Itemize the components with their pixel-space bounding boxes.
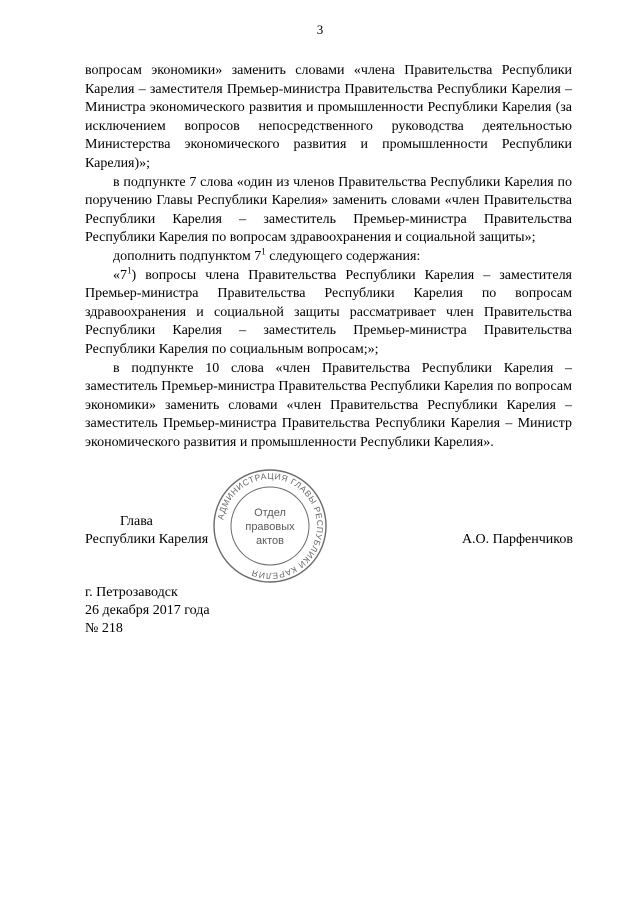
footer-number: № 218 <box>85 621 123 636</box>
stamp-inner-line2: правовых <box>245 521 295 533</box>
paragraph-2: в подпункте 7 слова «один из членов Правительства Республики Карелия по поручению Главы Республики Карелия» заменить словами «член Правительства Республики Карелия – заместитель Премьер-министра Правительства Республики Карелия по вопросам здравоохранения и социальной защиты»; <box>85 174 572 246</box>
superscript: 1 <box>127 264 132 275</box>
paragraph-4-text: ) вопросы члена Правительства Республики Карелия – заместителя Премьер-министра Правительства Республики Карелия по вопросам здравоохранения и социальной защиты рассматривает член Правительства Республики Карелия – заместитель Премьер-министра Правительства Республики Карелия по социальным вопросам;»; <box>85 267 572 357</box>
page-number: 3 <box>316 22 324 37</box>
footer-city: г. Петрозаводск <box>85 585 178 600</box>
stamp-outer-text: АДМИНИСТРАЦИЯ ГЛАВЫ РЕСПУБЛИКИ КАРЕЛИЯ <box>215 470 326 582</box>
paragraph-1: вопросам экономики» заменить словами «члена Правительства Республики Карелия – заместителя Премьер-министра Правительства Республики Карелия – Министра экономического развития и промышленности Республики Карелия (за исключением вопросов непосредственного руководства деятельностью Министерства экономического развития и промышленности Республики Карелия)»; <box>85 63 572 171</box>
stamp-inner-line3: актов <box>256 535 284 547</box>
official-stamp <box>210 466 330 586</box>
signatory-name: А.О. Парфенчиков <box>461 532 573 547</box>
document-body <box>85 62 572 452</box>
paragraph-5: в подпункте 10 слова «член Правительства Республики Карелия – заместитель Премьер-министра Правительства Республики Карелия по вопросам экономики» заменить словами «член Правительства Республики Карелия – заместитель Премьер-министра Правительства Республики Карелия – Министр экономического развития и промышленности Республики Карелия». <box>85 360 572 450</box>
stamp-inner-line1: Отдел <box>254 507 286 519</box>
signatory-post-line2: Республики Карелия <box>85 532 209 547</box>
paragraph-4-open: «7 <box>113 267 127 283</box>
paragraph-3 <box>85 248 572 267</box>
document-footer <box>85 584 210 638</box>
signatory-post-line1: Глава <box>120 514 153 529</box>
footer-date: 26 декабря 2017 года <box>85 603 210 618</box>
paragraph-4 <box>85 264 572 360</box>
superscript: 1 <box>261 246 266 257</box>
paragraph-3-text: дополнить подпунктом 7 <box>113 248 262 264</box>
paragraph-3-text-end: следующего содержания: <box>265 248 421 264</box>
